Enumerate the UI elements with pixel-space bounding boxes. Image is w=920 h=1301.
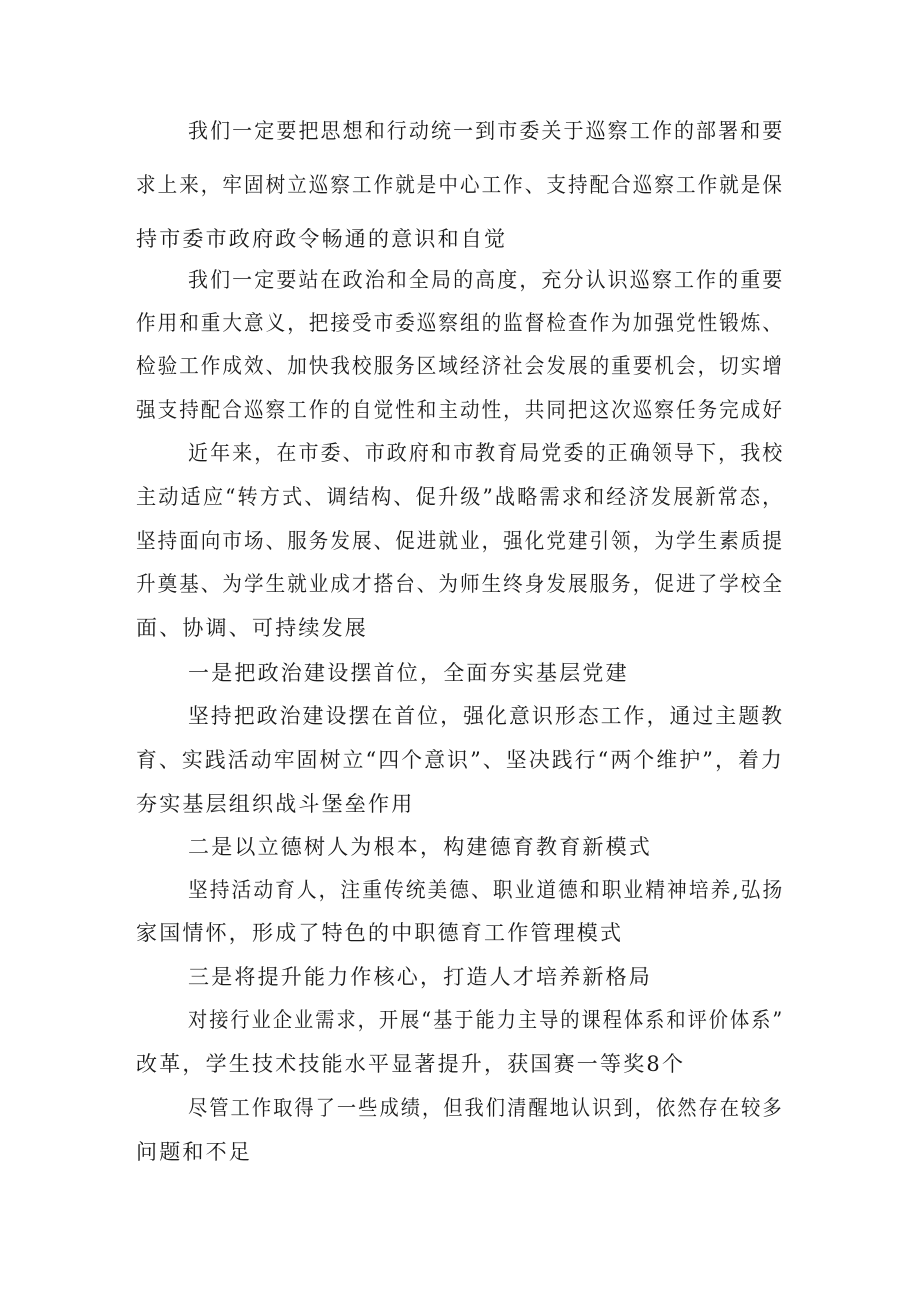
paragraph-7-line-2: 家国情怀，形成了特色的中职德育工作管理模式: [136, 921, 624, 945]
paragraph-3-line-5: 面、协调、可持续发展: [136, 616, 368, 640]
paragraph-9-line-1: 对接行业企业需求，开展“基于能力主导的课程体系和评价体系”: [188, 1008, 785, 1032]
paragraph-3-line-1: 近年来，在市委、市政府和市教育局党委的正确领导下，我校: [188, 441, 785, 465]
section-heading-2: 二是以立德树人为根本，构建德育教育新模式: [188, 835, 652, 859]
paragraph-1-line-3: 持市委市政府政令畅通的意识和自觉: [136, 227, 508, 251]
section-heading-1: 一是把政治建设摆首位，全面夯实基层党建: [188, 661, 629, 685]
paragraph-10-line-1: 尽管工作取得了一些成绩，但我们清醒地认识到，依然存在较多: [188, 1096, 784, 1120]
paragraph-10-line-2: 问题和不足: [136, 1140, 252, 1164]
paragraph-2-line-4: 强支持配合巡察工作的自觉性和主动性，共同把这次巡察任务完成好: [136, 398, 784, 422]
paragraph-3-line-3: 坚持面向市场、服务发展、促进就业，强化党建引领，为学生素质提: [136, 529, 784, 553]
paragraph-3-line-4: 升奠基、为学生就业成才搭台、为师生终身发展服务，促进了学校全: [136, 572, 784, 596]
paragraph-5-line-3: 夯实基层组织战斗堡垒作用: [136, 792, 415, 816]
section-heading-3: 三是将提升能力作核心，打造人才培养新格局: [188, 965, 652, 989]
paragraph-3-line-2: 主动适应“转方式、调结构、促升级”战略需求和经济发展新常态，: [136, 485, 785, 509]
paragraph-5-line-2: 育、实践活动牢固树立“四个意识”、坚决践行“两个维护”，着力: [136, 748, 784, 772]
paragraph-1-line-1: 我们一定要把思想和行动统一到市委关于巡察工作的部署和要: [188, 119, 785, 143]
paragraph-2-line-1: 我们一定要站在政治和全局的高度，充分认识巡察工作的重要: [188, 268, 785, 292]
paragraph-1-line-2: 求上来，牢固树立巡察工作就是中心工作、支持配合巡察工作就是保: [136, 173, 784, 197]
paragraph-7-line-1: 坚持活动育人，注重传统美德、职业道德和职业精神培养,弘扬: [188, 878, 785, 902]
paragraph-2-line-3: 检验工作成效、加快我校服务区域经济社会发展的重要机会，切实增: [136, 354, 784, 378]
paragraph-5-line-1: 坚持把政治建设摆在首位，强化意识形态工作，通过主题教: [188, 704, 785, 728]
paragraph-9-line-2: 改革，学生技术技能水平显著提升，获国赛一等奖8个: [136, 1052, 686, 1076]
paragraph-2-line-2: 作用和重大意义，把接受市委巡察组的监督检查作为加强党性锻炼、: [136, 311, 784, 335]
